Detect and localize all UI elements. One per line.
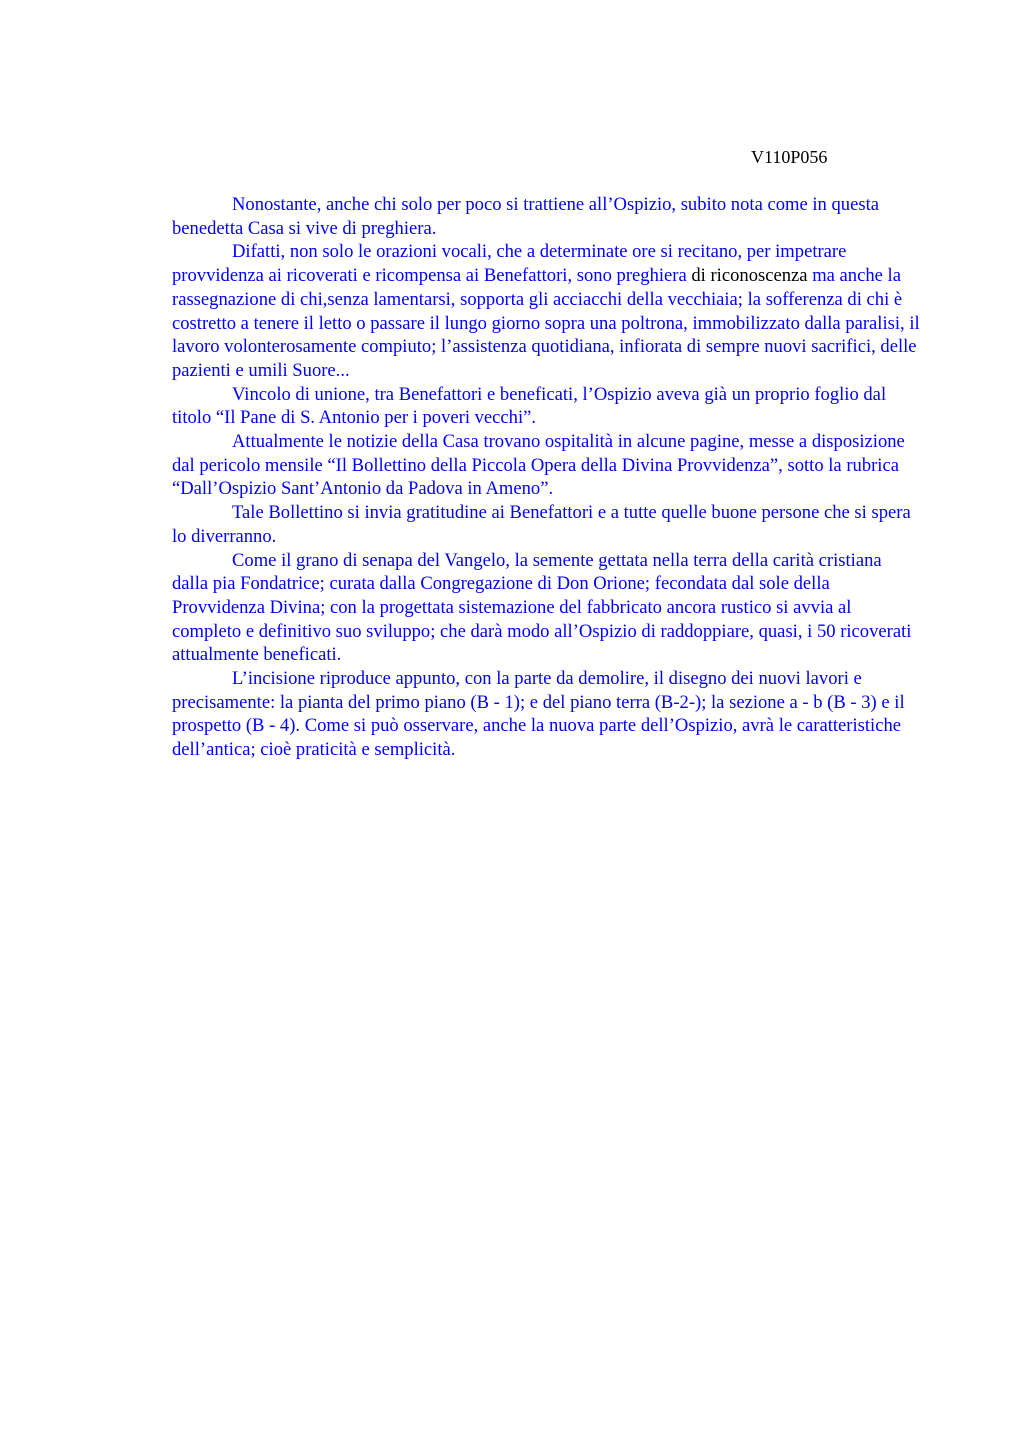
paragraph-7: L’incisione riproduce appunto, con la parte da demolire, il disegno dei nuovi lavori e precisamente: la pianta del primo piano (B - 1); e del piano terra (B-2-); la sezione a - b (B - 3) e il prospetto (B - 4). Come si può osservare, anche la nuova parte dell’Ospizio, avrà le caratteristiche dell’antica; cioè praticità e semplicità. xyxy=(172,668,905,761)
highlighted-phrase: di riconoscenza xyxy=(691,265,808,287)
paragraph-1: Nonostante, anche chi solo per poco si trattiene all’Ospizio, subito nota come in questa benedetta Casa si vive di preghiera. xyxy=(172,194,879,239)
paragraph-3: Vincolo di unione, tra Benefattori e beneficati, l’Ospizio aveva già un proprio foglio dal titolo “Il Pane di S. Antonio per i poveri vecchi”. xyxy=(172,383,887,429)
paragraph-2 xyxy=(172,240,922,382)
paragraph-5: Tale Bollettino si invia gratitudine ai Benefattori e a tutte quelle buone persone che si spera lo diverranno. xyxy=(172,502,911,547)
document-body xyxy=(172,193,922,762)
paragraph-2-part-1: Difatti, non solo le orazioni vocali, che a determinate ore si recitano, per impetrare provvidenza ai ricoverati e ricompensa ai Benefattori, sono preghiera xyxy=(172,241,847,287)
paragraph-6: Come il grano di senapa del Vangelo, la semente gettata nella terra della carità cristiana dalla pia Fondatrice; curata dalla Congregazione di Don Orione; fecondata dal sole della Provvidenza Divina; con la progettata sistemazione del fabbricato ancora rustico si avvia al completo e definitivo suo sviluppo; che darà modo all’Ospizio di raddoppiare, quasi, i 50 ricoverati attualmente beneficati. xyxy=(172,549,912,666)
document-code: V110P056 xyxy=(751,147,828,167)
paragraph-2-part-2: ma anche la rassegnazione di chi,senza lamentarsi, sopporta gli acciacchi della vecchiaia; la sofferenza di chi è costretto a tenere il letto o passare il lungo giorno sopra una poltrona, immobilizzato dalla paralisi, il lavoro volonterosamente compiuto; l’assistenza quotidiana, infiorata di sempre nuovi sacrifici, delle pazienti e umili Suore... xyxy=(172,265,920,381)
paragraph-4: Attualmente le notizie della Casa trovano ospitalità in alcune pagine, messe a disposizione dal pericolo mensile “Il Bollettino della Piccola Opera della Divina Provvidenza”, sotto la rubrica “Dall’Ospizio Sant’Antonio da Padova in Ameno”. xyxy=(172,431,905,500)
